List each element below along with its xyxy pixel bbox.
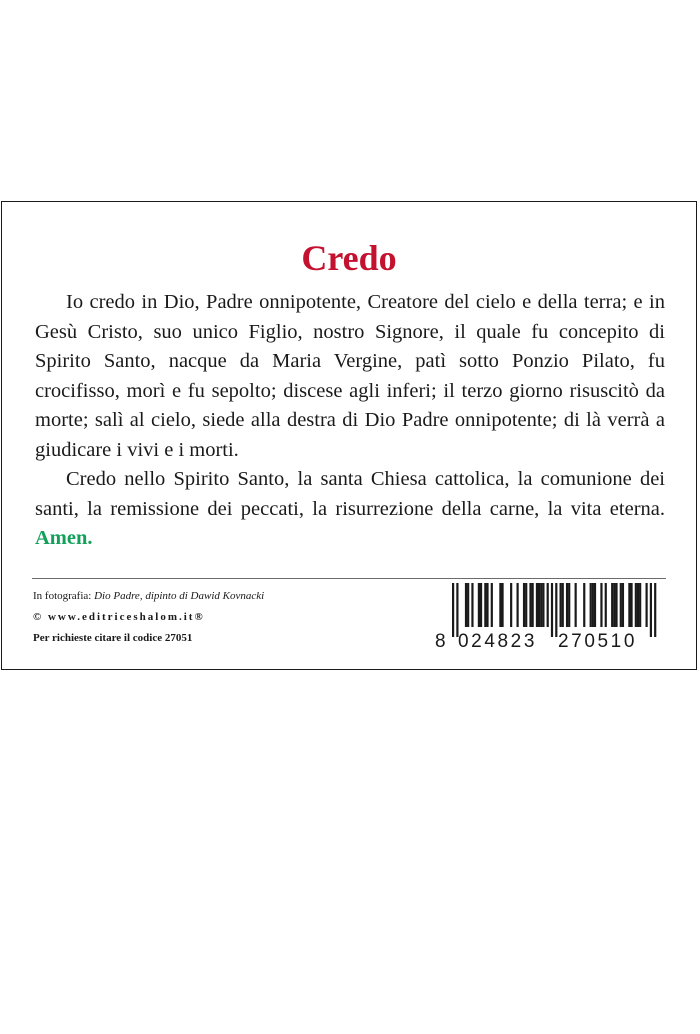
- barcode-bar: [456, 583, 458, 637]
- barcode-first-digit: 8: [435, 631, 446, 649]
- barcode-bar: [491, 583, 493, 627]
- barcode-bar: [547, 583, 549, 627]
- barcode-bar: [630, 583, 632, 627]
- barcode-bar: [611, 583, 613, 627]
- prayer-title: Credo: [301, 238, 397, 278]
- barcode-bar: [646, 583, 648, 627]
- barcode-bar: [605, 583, 607, 627]
- barcode-bar: [529, 583, 531, 627]
- barcode-bar: [637, 583, 639, 627]
- barcode-bar: [538, 583, 540, 627]
- barcode-bar: [562, 583, 564, 627]
- barcode-bar: [501, 583, 503, 627]
- barcode-bar: [600, 583, 602, 627]
- barcode-bars: [452, 583, 656, 637]
- product-code-note: Per richieste citare il codice 27051: [33, 632, 193, 644]
- barcode-bar: [590, 583, 592, 627]
- barcode-bar: [628, 583, 630, 627]
- barcode-bar: [575, 583, 577, 627]
- barcode-bar: [510, 583, 512, 627]
- barcode-bar: [499, 583, 501, 627]
- photo-credit-line: [33, 586, 264, 607]
- barcode-bar: [555, 583, 557, 637]
- footer-divider: [32, 578, 666, 579]
- barcode-bar: [542, 583, 544, 627]
- prayer-text: [35, 288, 665, 554]
- amen-word: Amen.: [35, 527, 93, 549]
- barcode-bar: [478, 583, 480, 627]
- barcode-bar: [566, 583, 568, 627]
- barcode-bar: [484, 583, 486, 627]
- credits-block: [33, 586, 264, 649]
- photo-credit-label: In fotografia:: [33, 590, 92, 602]
- barcode-bar: [532, 583, 534, 627]
- barcode-bar: [480, 583, 482, 627]
- prayer-card: [1, 201, 697, 670]
- barcode-bar: [622, 583, 624, 627]
- barcode-bar: [592, 583, 594, 627]
- barcode-bar: [517, 583, 519, 627]
- barcode-bar: [568, 583, 570, 627]
- ean-barcode: [434, 581, 662, 649]
- publisher-website: © www.editriceshalom.it®: [33, 611, 205, 623]
- barcode-bar: [471, 583, 473, 627]
- photo-credit-caption: Dio Padre, dipinto di Dawid Kovnacki: [94, 590, 265, 602]
- barcode-left-digits: 024823: [458, 631, 538, 649]
- barcode-bar: [635, 583, 637, 627]
- barcode-bar: [525, 583, 527, 627]
- barcode-bar: [560, 583, 562, 627]
- prayer-paragraph-2-text: Credo nello Spirito Santo, la santa Chiesa cattolica, la comunione dei santi, la remissione dei peccati, la risurrezione della carne, la vita eterna.: [35, 468, 665, 520]
- prayer-paragraph-2: [35, 465, 665, 554]
- barcode-bar: [650, 583, 652, 637]
- barcode-right-digits: 270510: [558, 631, 638, 649]
- barcode-bar: [536, 583, 538, 627]
- barcode-bar: [620, 583, 622, 627]
- barcode-bar: [551, 583, 553, 637]
- prayer-paragraph-1: Io credo in Dio, Padre onnipotente, Creatore del cielo e della terra; e in Gesù Cristo, suo unico Figlio, nostro Signore, il quale fu concepito di Spirito Santo, nacque da Maria Vergine, patì sotto Ponzio Pilato, fu crocifisso, morì e fu sepolto; discese agli inferi; il terzo giorno risuscitò da morte; salì al cielo, siede alla destra di Dio Padre onnipotente; di là verrà a giudicare i vivi e i morti.: [35, 291, 665, 461]
- barcode-bar: [615, 583, 617, 627]
- barcode-bar: [613, 583, 615, 627]
- barcode-graphic: [434, 581, 662, 649]
- barcode-bar: [523, 583, 525, 627]
- barcode-bar: [540, 583, 542, 627]
- barcode-bar: [486, 583, 488, 627]
- barcode-bar: [639, 583, 641, 627]
- barcode-bar: [467, 583, 469, 627]
- barcode-bar: [452, 583, 454, 637]
- barcode-bar: [465, 583, 467, 627]
- barcode-bar: [594, 583, 596, 627]
- barcode-bar: [654, 583, 656, 637]
- barcode-bar: [583, 583, 585, 627]
